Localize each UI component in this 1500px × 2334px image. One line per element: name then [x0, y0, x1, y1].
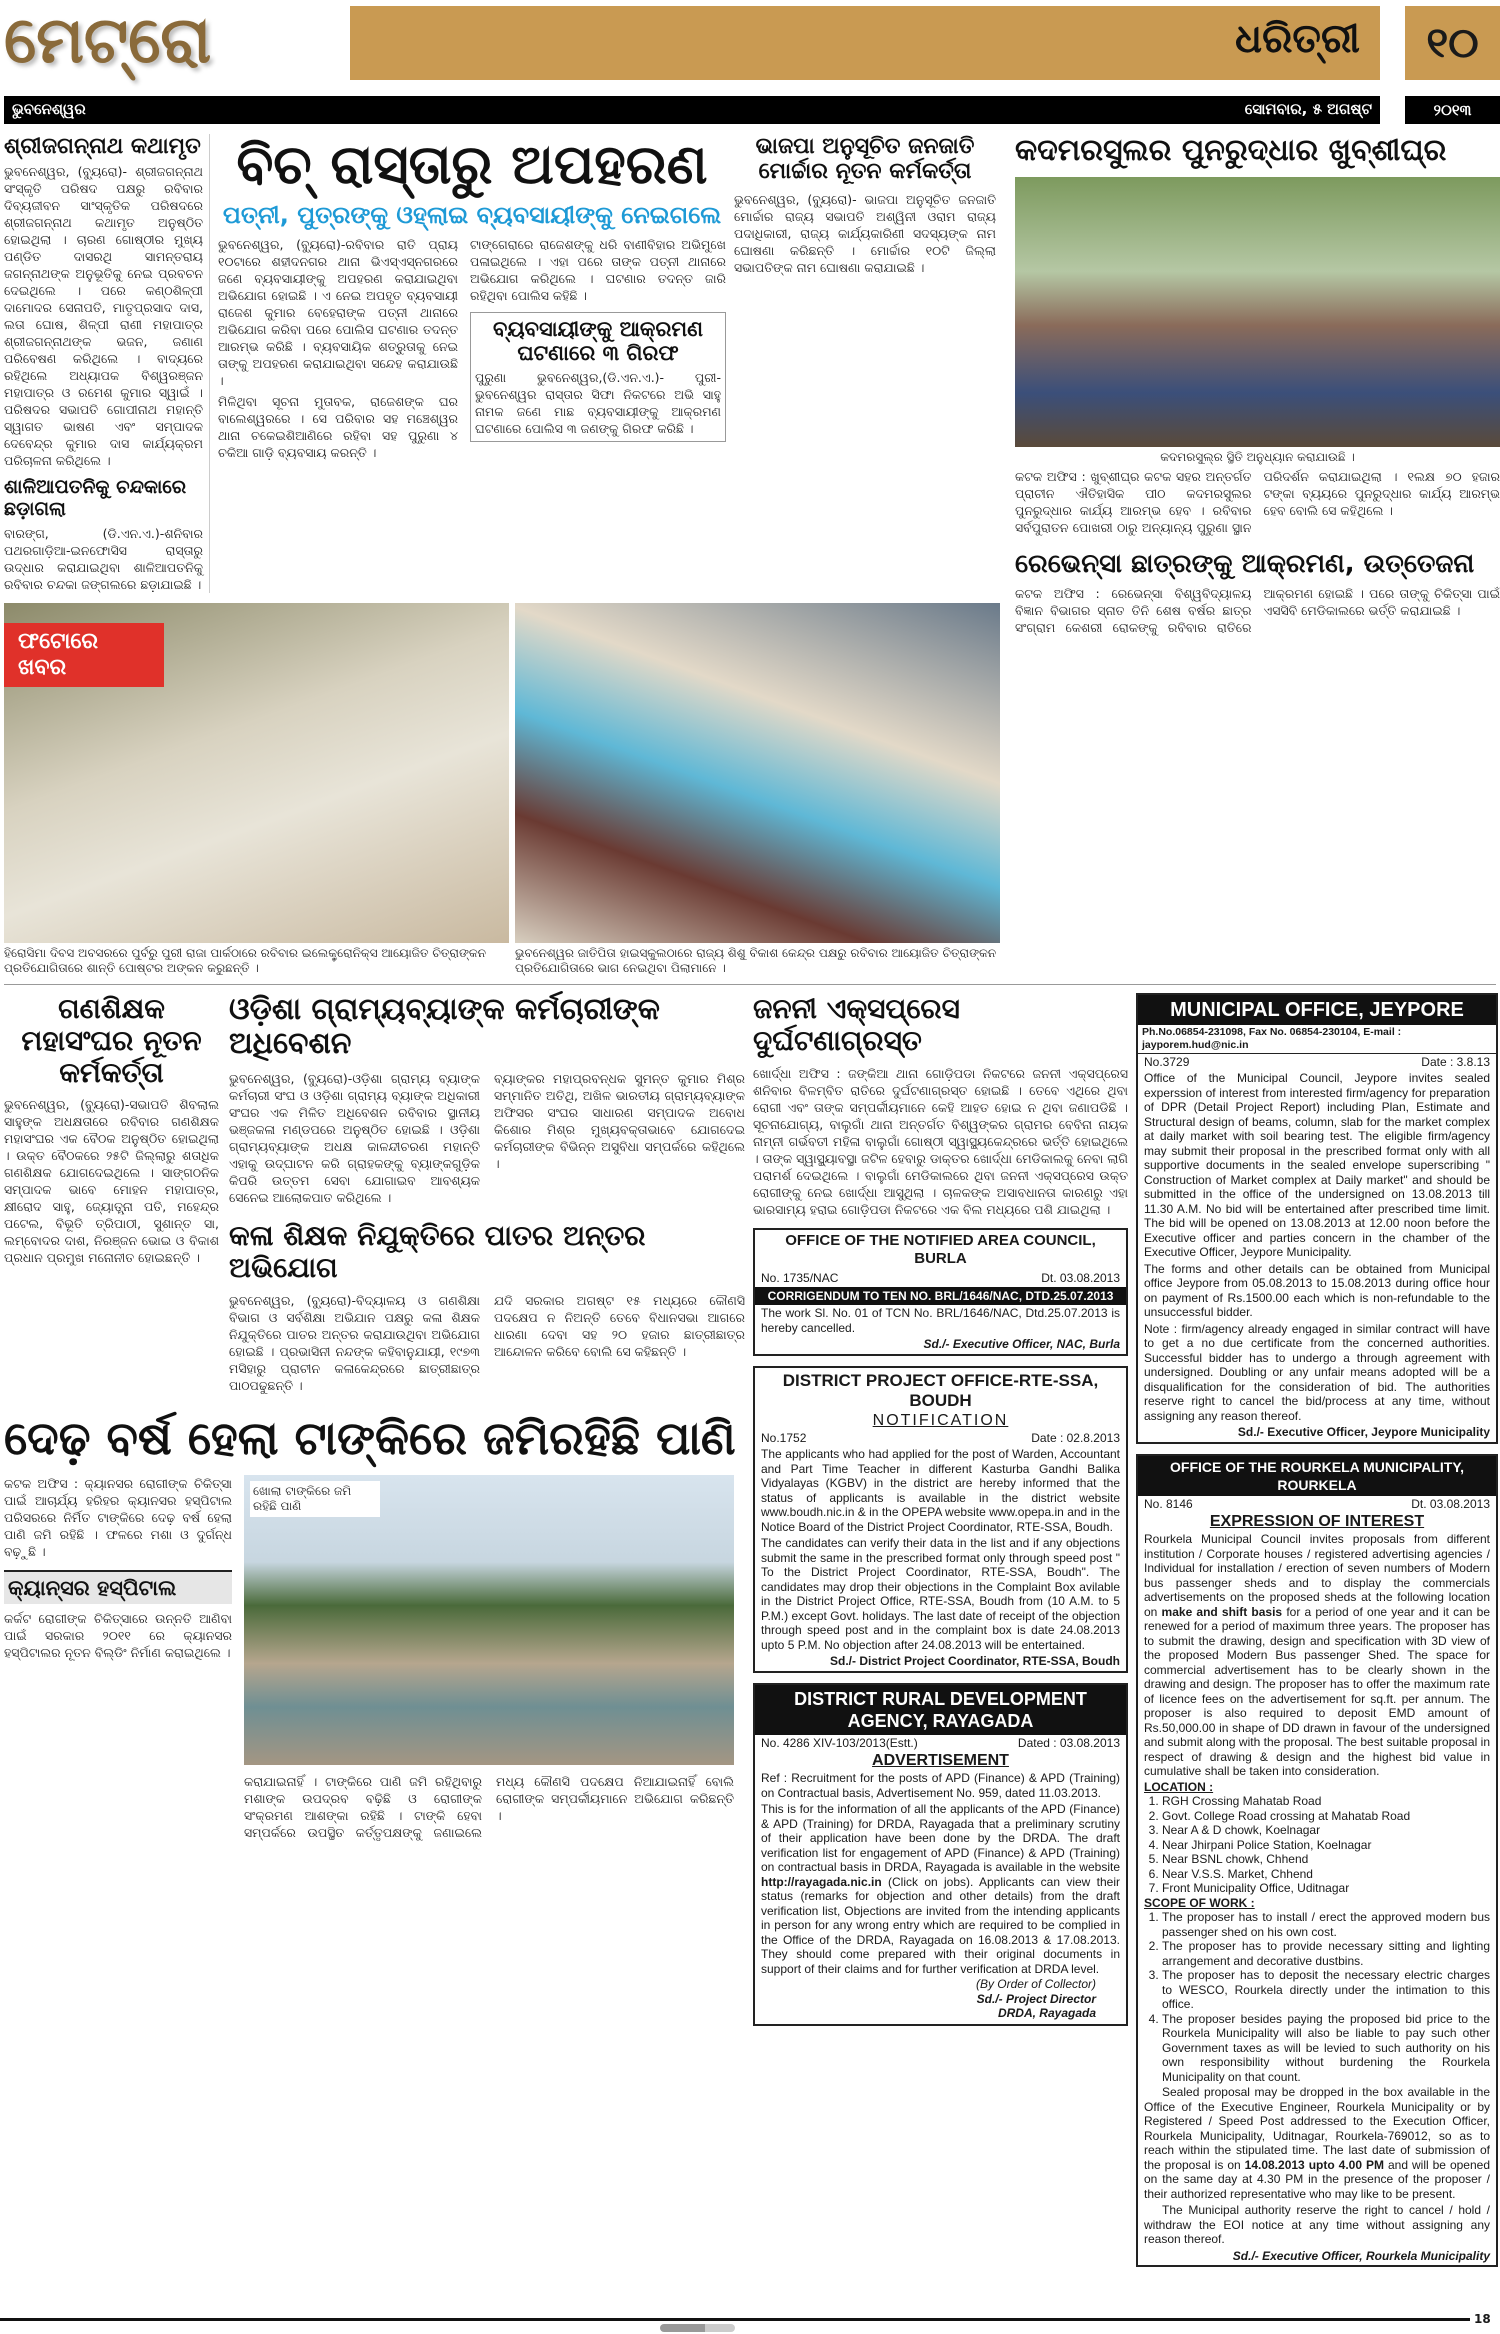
photo-caption: ଭୁବନେଶ୍ୱର ଜାତିପିତା ହାଇସ୍କୁଲଠାରେ ରାଜ୍ୟ ଶିଶୁ ବିକାଶ କେନ୍ଦ୍ର ପକ୍ଷରୁ ରବିବାର ଆୟୋଜିତ ଚିତ୍ରାଙ୍କନ ପ୍ରତିଯୋଗିତାରେ ଭାଗ ନେଇଥିବା ପିଲାମାନେ ।	[515, 945, 997, 975]
ad-subtitle: ADVERTISEMENT	[872, 1752, 1009, 1770]
ad-title: DISTRICT PROJECT OFFICE-RTE-SSA, BOUDH	[782, 1370, 1099, 1410]
article-bjp	[734, 134, 996, 593]
headline: ଶ୍ରୀଜଗନ୍ନାଥ କଥାମୃତ	[4, 134, 201, 159]
headline: କଳା ଶିକ୍ଷକ ନିଯୁକ୍ତିରେ ପାତର ଅନ୍ତର ଅଭିଯୋଗ	[229, 1218, 646, 1285]
ad-number: No. 8146	[1144, 1496, 1193, 1511]
ad-date: Dated : 03.08.2013	[1017, 1735, 1120, 1750]
scope-label: SCOPE OF WORK :	[1144, 1895, 1255, 1910]
photo-painting-children-left	[4, 603, 509, 943]
headline: ରେଭେନ୍ସା ଛାତ୍ରଙ୍କୁ ଆକ୍ରମଣ, ଉତ୍ତେଜନା	[1015, 548, 1475, 579]
ad-emphasis: make and shift basis	[1161, 1604, 1283, 1619]
year: ୨୦୧୩	[1405, 96, 1500, 124]
ad-body: The applicants who had applied for the post of Warden, Accountant and Part Time Teacher in different Kasturba Gandhi Balika Vidyalayas (KGBV) in the district are hereby informed that the status of applicants is available in the district website www.boudh.nic.in & in the OPEPA website www.opepa.in and in the Notice Board of the District Project Coordinator, RTE-SSA, Boudh.	[761, 1447, 1120, 1534]
location-item: 7. Front Municipality Office, Uditnagar	[1162, 1881, 1490, 1896]
lower-left	[0, 993, 745, 2268]
dateline-bar	[4, 96, 1380, 124]
date: ସୋମବାର, ୫ ଅଗଷ୍ଟ	[1244, 100, 1372, 118]
ad-body: The forms and other details can be obtained from Municipal office Jeypore from 05.08.2013 to 15.08.2013 during office hour on payment of Rs.1500.00 each which is non-refundable to the unsuccessful bidder.	[1144, 1261, 1490, 1320]
article-body: ଭୁବନେଶ୍ୱର, (ବ୍ୟୁରୋ)- ଶ୍ରୀଜଗନ୍ନାଥ ସଂସ୍କୃତି ପରିଷଦ ପକ୍ଷରୁ ରବିବାର ଦିବ୍ୟଜୀବନ ସାଂସ୍କୃତିକ ପରିଷଦରେ ଶ୍ରୀଜଗନ୍ନାଥ କଥାମୃତ ଅନୁଷ୍ଠିତ ହୋଇଥିଲା । ଚାରଣ ଗୋଷ୍ଠୀର ମୁଖ୍ୟ ପଣ୍ଡିତ ଦାସରଥି ସାମନ୍ତରାୟ ଜଗନ୍ନାଥଙ୍କ ଅନୁଭୂତିକୁ ନେଇ ପ୍ରବଚନ ଦେଇଥିଲେ । ପରେ କଣ୍ଠଶିଳ୍ପୀ ଦାମୋଦର ସେନାପତି, ମାତୃପ୍ରସାଦ ଦାସ, ଲତା ଘୋଷ, ଶିଳ୍ପୀ ରାଣୀ ମହାପାତ୍ର ଶ୍ରୀଜଗନ୍ନାଥଙ୍କ ଭଜନ, ଜଣାଣ ପରିବେଷଣ କରିଥିଲେ । ବାଦ୍ୟରେ ରହିଥିଲେ ଅଧ୍ୟାପକ ବିଶ୍ୱରଞ୍ଜନ ମହାପାତ୍ର ଓ ରମେଶ କୁମାର ସ୍ୱାଇଁ । ପରିଷଦର ସଭାପତି ଗୋପୀନାଥ ମହାନ୍ତି ସ୍ୱାଗତ ଭାଷଣ ଏବଂ ସମ୍ପାଦକ ଦେବେନ୍ଦ୍ର କୁମାର ଦାସ କାର୍ଯ୍ୟକ୍ରମ ପରିଚାଳନା କରିଥିଲେ ।	[4, 164, 203, 469]
article-body: ବାରଙ୍ଗ, (ଡି.ଏନ.ଏ.)-ଶନିବାର ପଥରଗାଡ଼ିଆ-ଇନଫୋସିସ ରାସ୍ତାରୁ ଉଦ୍ଧାର କରାଯାଇଥିବା ଶାଳିଆପତନିକୁ ରବିବାର ଚନ୍ଦକା ଜଙ୍ଗଲରେ ଛଡ଼ାଯାଇଛି ।	[4, 525, 203, 592]
ad-title: OFFICE OF THE NOTIFIED AREA COUNCIL, BURLA	[785, 1232, 1096, 1268]
photo-label: ଖୋଲା ଟାଙ୍କିରେ ଜମି ରହିଛି ପାଣି	[250, 1481, 380, 1517]
ad-body: The Municipal authority reserve the right to cancel / hold / withdraw the EOI notice at any time without assigning any reason thereof.	[1144, 2203, 1490, 2247]
ad-body: Note : firm/agency already engaged in similar contract will have to get a no due certificate from the concerned authorities. Successful bidder has to undergo a through agreement with undersigned. Doubling or any unfair means adopted will be a disqualification for the consideration of bid. The authorities reserve right to cancel the bid/process at any time, without assigning any reason thereof.	[1144, 1321, 1490, 1423]
ad-signature: DRDA, Rayagada	[997, 2006, 1096, 2021]
scope-item: 4. The proposer besides paying the proposed bid price to the Rourkela Municipality will also be liable to pay such other Government taxes as will be levied to such authority on his own responsibility without burdening the Rourkela Municipality on that count.	[1162, 2012, 1490, 2085]
article-body: ଖୋର୍ଦ୍ଧା ଅଫିସ : ଜଙ୍କିଆ ଥାନା ଗୋଡ଼ିପଡା ନିକଟରେ ଜନନୀ ଏକ୍ସପ୍ରେସ ଶନିବାର ବିଳମ୍ବିତ ରାତିରେ ଦୁର୍ଘଟଣାଗ୍ରସ୍ତ ହୋଇଛି । ତେବେ ଏଥିରେ ଥିବା ରୋଗୀ ଏବଂ ତାଙ୍କ ସମ୍ପର୍କୀୟମାନେ କେହି ଆହତ ହୋଇ ନ ଥିବା ଜଣାପଡିଛି । ସୂଚନାଯୋଗ୍ୟ, ବାଲୁଗାଁ ଥାନା ଅନ୍ତର୍ଗତ ବିଶ୍ୱଙ୍କର ଗ୍ରାମର ବେବିନା ନାୟକ ନାମ୍ନୀ ଗର୍ଭବତୀ ମହିଳା ବାଲୁଗାଁ ଗୋଷ୍ଠୀ ସ୍ୱାସ୍ଥ୍ୟକେନ୍ଦ୍ରରେ ଭର୍ତ୍ତି ହୋଇଥିଲେ । ତାଙ୍କ ସ୍ୱାସ୍ଥ୍ୟାବସ୍ଥା ଜଟିଳ ହେବାରୁ ଡାକ୍ତର ଖୋର୍ଦ୍ଧା ମେଡିକାଲକୁ ନେବା ଲାଗି ପରାମର୍ଶ ଦେଇଥିଲେ । ବାଲୁଗାଁ ମେଡିକାଲରେ ଥିବା ଜନନୀ ଏକ୍ସପ୍ରେସ ଉକ୍ତ ରୋଗୀଙ୍କୁ ନେଇ ଖୋର୍ଦ୍ଧା ଆସୁଥିଲା । ଚାଳକଙ୍କ ଅସାବଧାନତା କାରଣରୁ ଏହା ଭାରସାମ୍ୟ ହରାଇ ଗୋଡ଼ିପଡା ନିକଟରେ ଏକ ବିଲ ମଧ୍ୟରେ ପଶି ଯାଇଥିଲା ।	[753, 1066, 1128, 1218]
page-content	[0, 134, 1500, 2267]
article-body: ଭୁବନେଶ୍ୱର, (ବ୍ୟୁରୋ)- ଭାଜପା ଅନୁସୂଚିତ ଜନଜାତି ମୋର୍ଚ୍ଚାର ରାଜ୍ୟ ସଭାପତି ଅଶ୍ୱିନୀ ଓରାମ ରାଜ୍ୟ ପଦାଧିକାରୀ, ରାଜ୍ୟ କାର୍ଯ୍ୟକାରିଣୀ ସଦସ୍ୟଙ୍କ ନାମ ଘୋଷଣା କରିଛନ୍ତି । ମୋର୍ଚ୍ଚାର ୧୦ଟି ଜିଲ୍ଲା ସଭାପତିଙ୍କ ନାମ ଘୋଷଣା କରାଯାଇଛି ।	[734, 191, 996, 275]
ad-title: DISTRICT RURAL DEVELOPMENT AGENCY, RAYAGADA	[755, 1685, 1126, 1735]
ad-number: No. 4286 XIV-103/2013(Estt.)	[761, 1735, 918, 1750]
page-indicator	[660, 2324, 735, 2332]
kadamrasul-photo	[1015, 177, 1500, 447]
location-item: 1. RGH Crossing Mahatab Road	[1162, 1794, 1490, 1809]
ad-title: MUNICIPAL OFFICE, JEYPORE	[1138, 995, 1496, 1025]
photo-news-left	[4, 603, 509, 976]
article-attack	[470, 312, 726, 442]
lower-middle	[753, 993, 1128, 2268]
article-body: ମିଳିଥିବା ସୂଚନା ମୁତାବକ, ରାଜେଶଙ୍କ ଘର ବାଲେଶ୍ୱରରେ । ସେ ପରିବାର ସହ ମଞ୍ଚେଶ୍ୱର ଥାନା ଚକେଇଶିଆଣିରେ ରହିବା ସହ ପୁରୁଣା ୪ ଚକିଆ ଗାଡ଼ି ବ୍ୟବସାୟ କରନ୍ତି ।	[218, 393, 458, 460]
headline: ଭାଜପା ଅନୁସୂଚିତ ଜନଜାତି ମୋର୍ଚ୍ଚାର ନୂତନ କର୍ମକର୍ତ୍ତା	[755, 134, 975, 185]
article-body: ବ୍ୟାଙ୍କର ମହାପ୍ରବନ୍ଧକ ସୁମନ୍ତ କୁମାର ମିଶ୍ର ସମ୍ମାନିତ ଅତିଥି, ଅଖିଳ ଭାରତୀୟ ଗ୍ରାମ୍ୟବ୍ୟାଙ୍କ ଅଫିସର ସଂଘର ସାଧାରଣ ସମ୍ପାଦକ ଅବୋଧ କିଶୋର ମିଶ୍ର ମୁଖ୍ୟବକ୍ତାଭାବେ ଯୋଗଦେଇ କର୍ମଚାରୀଙ୍କ ବିଭିନ୍ନ ଅସୁବିଧା ସମ୍ପର୍କରେ କହିଥିଲେ ।	[494, 1070, 745, 1171]
headline: ବ୍ୟବସାୟୀଙ୍କୁ ଆକ୍ରମଣ ଘଟଣାରେ ୩ ଗିରଫ	[493, 316, 703, 365]
ad-rourkela	[1136, 1454, 1498, 2268]
ad-date: Dt. 03.08.2013	[1041, 1271, 1120, 1286]
city: ଭୁବନେଶ୍ୱର	[12, 100, 86, 118]
article-body: କଟକ ଅଫିସ : ଖୁବ୍‌ଶୀଘ୍ର କଟକ ସହର ଅନ୍ତର୍ଗତ ପ୍ରାଚୀନ ଐତିହାସିକ ପୀଠ କଦମରସୁଲର ପୁନରୁଦ୍ଧାର କାର୍ଯ୍ୟ ଆରମ୍ଭ ହେବ । ରବିବାର ସର୍ବପୁରାତନ ପୋଖରୀ ଠାରୁ ଅନ୍ୟାନ୍ୟ ପୁରୁଣା ସ୍ଥାନ ପରିଦର୍ଶନ କରାଯାଇଥିଲା । ୧ଲକ୍ଷ ୭୦ ହଜାର ଟଙ୍କା ବ୍ୟୟରେ ପୁନରୁଦ୍ଧାର କାର୍ଯ୍ୟ ଆରମ୍ଭ ହେବ ବୋଲି ସେ କହିଥିଲେ ।	[1015, 468, 1500, 535]
section-name: ଧରିତ୍ରୀ	[1235, 16, 1360, 62]
row-3	[4, 993, 745, 1394]
article-gramyabank	[229, 993, 745, 1394]
article-body: ପୁରୁଣା ଭୁବନେଶ୍ୱର,(ଡି.ଏନ.ଏ.)- ପୁରୀ-ଭୁବନେଶ୍ୱର ରାସ୍ତାର ସିଫା ନିକଟରେ ଅଭି ସାହୁ ନାମକ ଜଣେ ମାଛ ବ୍ୟବସାୟୀଙ୍କୁ ଆକ୍ରମଣ ଘଟଣାରେ ପୋଲିସ ୩ ଜଣଙ୍କୁ ଗିରଫ କରିଛି ।	[475, 369, 721, 436]
ad-subtitle: EXPRESSION OF INTEREST	[1209, 1513, 1425, 1531]
headline: ଶାଳିଆପତନିକୁ ଚନ୍ଦକାରେ ଛଡ଼ାଗଲା	[4, 476, 187, 521]
article-body: ଭୁବନେଶ୍ୱର, (ବ୍ୟୁରୋ)-ସଭାପତି ଶିବଲାଲ ସାହୁଙ୍କ ଅଧକ୍ଷତାରେ ରବିବାର ଗଣଶିକ୍ଷକ ମହାସଂଘର ଏକ ବୈଠକ ଅନୁଷ୍ଠିତ ହୋଇଥିଲା । ଉକ୍ତ ବୈଠକରେ ୨୫ଟି ଜିଲ୍ଲାରୁ ଶତାଧିକ ଗଣଶିକ୍ଷକ ଯୋଗଦେଇଥିଲେ । ସାଙ୍ଗଠନିକ ସମ୍ପାଦକ ଭାବେ ମୋହନ ମହାପାତ୍ର, କ୍ଷୀରୋଦ ସାହୁ, ଜ୍ୟୋତ୍ସ୍ନା ପତି, ମହେନ୍ଦ୍ର ପଟେଲ, ବିଭୂତି ତ୍ରିପାଠୀ, ସୁଶାନ୍ତ ସା, ଲମ୍ବୋଦର ଦାଶ, ନିରଞ୍ଜନ ଭୋଇ ଓ ବିକାଶ ପ୍ରଧାନ ପ୍ରମୁଖ ମନୋନୀତ ହୋଇଛନ୍ତି ।	[4, 1096, 219, 1265]
ad-order: (By Order of Collector)	[975, 1977, 1096, 1992]
article-body: ଭୁବନେଶ୍ୱର, (ବ୍ୟୁରୋ)-ବିଦ୍ୟାଳୟ ଓ ଗଣଶିକ୍ଷା ବିଭାଗ ଓ ସର୍ବଶିକ୍ଷା ଅଭିଯାନ ପକ୍ଷରୁ କଳା ଶିକ୍ଷକ ନିଯୁକ୍ତିରେ ପାତର ଅନ୍ତର କରାଯାଉଥିବା ଅଭିଯୋଗ ହୋଇଛି । ପ୍ରଭାସିନୀ ନନ୍ଦଙ୍କ କହିବାନୁଯାୟୀ, ୧୯୭୩ ମସିହାରୁ ପ୍ରାଚୀନ କଳାକେନ୍ଦ୍ରରେ ଛାତ୍ରୀଛାତ୍ର ପାଠପଢୁଛନ୍ତି ।	[229, 1293, 480, 1394]
ad-body: The work Sl. No. 01 of TCN No. BRL/1646/NAC, Dtd.25.07.2013 is hereby cancelled.	[761, 1306, 1120, 1335]
article-body: କରାଯାଇନାହିଁ । ଟାଙ୍କିରେ ପାଣି ଜମି ରହିଥିବାରୁ ମଶାଙ୍କ ଉପଦ୍ରବ ବଢ଼ିଛି ଓ ରୋଗୀଙ୍କ ସଂକ୍ରମଣ ଆଶଙ୍କା ରହିଛି । ଟାଙ୍କି ହେବା ସମ୍ପର୍କରେ ଉପସ୍ଥିତ କର୍ତ୍ତୃପକ୍ଷଙ୍କୁ ଜଣାଇଲେ ମଧ୍ୟ କୌଣସି ପଦକ୍ଷେପ ନିଆଯାଇନାହିଁ ବୋଲି ରୋଗୀଙ୍କ ସମ୍ପର୍କୀୟମାନେ ଅଭିଯୋଗ କରିଛନ୍ତି ।	[244, 1774, 734, 1841]
headline: ଦେଢ଼ ବର୍ଷ ହେଲା ଟାଙ୍କିରେ ଜମିରହିଛି ପାଣି	[4, 1411, 736, 1466]
ad-date: Date : 3.8.13	[1421, 1054, 1490, 1069]
scope-item: 3. The proposer has to deposit the necessary electric charges to WESCO, Rourkela directly under the intimation to this office.	[1162, 1968, 1490, 2012]
ad-drda	[753, 1683, 1128, 2026]
ad-body: This is for the information of all the applicants of the APD (Finance) & APD (Training) for DRDA, Rayagada that a preliminary scrutiny of their application have been done by the DRDA. The draft verification list for engagement of APD (Finance) & APD (Training) on contractual basis in DRDA, Rayagada is available in the website	[761, 1802, 1120, 1875]
ad-number: No.1752	[761, 1430, 807, 1445]
ad-contact: Ph.No.06854-231098, Fax No. 06854-230104, E-mail : jayporem.hud@nic.in	[1138, 1025, 1496, 1054]
ad-number: No.3729	[1144, 1054, 1190, 1069]
location-label: LOCATION :	[1144, 1779, 1214, 1794]
scope-list	[1138, 1910, 1496, 2084]
lower-section	[0, 993, 1500, 2268]
photo-caption: କଦମରସୁଲ୍‌ର ସ୍ଥିତି ଅନୁଧ୍ୟାନ କରାଯାଉଛି ।	[1160, 449, 1355, 464]
photo-caption: ହିରୋସିମା ଦିବସ ଅବସରରେ ପୁର୍ବରୁ ପୁରୀ ରାଜା ପାର୍କଠାରେ ରବିବାର ଇଲେକ୍ଟ୍ରୋନିକ୍ସ ଆୟୋଜିତ ଚିତ୍ରାଙ୍କନ ପ୍ରତିଯୋଗିତାରେ ଶାନ୍ତି ପୋଷ୍ଟର ଅଙ୍କନ କରୁଛନ୍ତି ।	[4, 945, 487, 975]
footer-marker: 18	[1474, 2312, 1491, 2326]
ad-body: for a period of one year and it can be renewed for a period of maximum three years. The proposer has to submit the drawing, design and specification with 3D view of the proposed Modern Bus passenger Shed. The space for commercial advertisement has to be clearly shown in the drawing and design. The proposer has to offer the maximum rate of licence fees on the advertisement for sq.ft. per annum. The proposer is also required to deposit EMD amount of Rs.50,000.00 in shape of DD drawn in favour of the undersigned and submit along with the proposal. The best suitable proposal in respect of drawing & design and the highest bid value in cumulative shall be taken into consideration.	[1144, 1604, 1491, 1779]
article-ganashikshak	[4, 993, 219, 1394]
ad-body: Rourkela Municipal Council invites proposals from different institution / Corporate houses / registered advertising agencies / Individual for installation / erection of seven numbers of Modern bus passenger sheds and to display the commercials advertisements on the proposed sheds at the following location on	[1144, 1532, 1490, 1619]
location-item: 5. Near BSNL chowk, Chhend	[1162, 1852, 1490, 1867]
ad-date: Date : 02.8.2013	[1031, 1430, 1120, 1445]
photo-news-label: ଫଟୋରେ ଖବର	[4, 623, 164, 687]
article-jagannath	[4, 134, 210, 593]
location-list	[1138, 1794, 1496, 1896]
headline: ଜନନୀ ଏକ୍ସପ୍ରେସ ଦୁର୍ଘଟଣାଗ୍ରସ୍ତ	[753, 991, 960, 1058]
subheadline: କ୍ୟାନ୍ସର ହସ୍ପିଟାଲ	[8, 1576, 177, 1601]
subheadline-box	[4, 1570, 232, 1604]
section-divider	[4, 984, 1496, 985]
section-banner	[350, 6, 1380, 80]
ad-signature: Sd./- District Project Coordinator, RTE-SSA, Boudh	[829, 1654, 1120, 1669]
upper-left	[0, 134, 1005, 976]
location-item: 4. Near Jhirpani Police Station, Koelnagar	[1162, 1838, 1490, 1853]
headline: କଦମରସୁଲର ପୁନରୁଦ୍ଧାର ଖୁବ୍‌ଶୀଘ୍ର	[1015, 133, 1447, 168]
ad-subtitle: CORRIGENDUM TO TEN NO. BRL/1646/NAC, DTD.25.07.2013	[755, 1287, 1126, 1306]
row-1	[0, 134, 1005, 593]
article-body: କଟକ ଅଫିସ : ରେଭେନ୍ସା ବିଶ୍ୱବିଦ୍ୟାଳୟ ବିଜ୍ଞାନ ବିଭାଗର ସ୍ନାତ ତିନି ଶେଷ ବର୍ଷର ଛାତ୍ର ସଂଗ୍ରାମ କେଶରୀ ରୋକଙ୍କୁ ରବିବାର ରାତିରେ ଆକ୍ରମଣ ହୋଇଛି । ପରେ ତାଙ୍କୁ ଚିକିତ୍ସା ପାଇଁ ଏସସିବି ମେଡିକାଲରେ ଭର୍ତ୍ତି କରାଯାଇଛି ।	[1015, 586, 1500, 636]
ad-number: No. 1735/NAC	[761, 1271, 839, 1286]
ad-body: (Click on jobs). Applicants can view their status (remarks for objection and other details) from the draft verification list, Objections are invited from the intending applicants in person for any wrong entry which are required to be complied in the Office of the DRDA, Rayagada on 16.08.2013 & 17.08.2013. They should come prepared with their original documents in support of their claims and for further verification at DRDA level.	[761, 1874, 1120, 1976]
ad-body: Office of the Municipal Council, Jeypore invites sealed experssion of interest from interested firm/agency for preparation of DPR (Detail Project Report) including Plan, Estimate and Structural design of beams, column, slab for the market complex at daily market with soil bearing test. The eligible firm/agency may submit their proposal in the prescribed format only with all supportive documents in the sealed envelope superscribing " Construction of Market complex at Daily market" and should be submitted in the office of the undersigned on 13.08.2013 till 11.30 A.M. No bid will be entertained after prescribed time limit. The bid will be opened on 13.08.2013 at 12.00 noon before the Executive officer and parties concern in the chamber of the Executive Officer, Jeypore Municipality.	[1144, 1071, 1490, 1260]
footer-rule	[0, 2318, 1470, 2321]
water-tank-photo	[244, 1475, 734, 1765]
article-janani	[753, 993, 1128, 1218]
photo-news-right	[515, 603, 1000, 976]
ad-subtitle: NOTIFICATION	[872, 1411, 1009, 1429]
article-body: ଭୁବନେଶ୍ୱର, (ବ୍ୟୁରୋ)-ରବିବାର ରାତି ପ୍ରାୟ ୧୦ଟାରେ ଶହୀଦନଗର ଥାନା ଭିଏସ୍‌ଏସ୍‌ନଗରରେ ଜଣେ ବ୍ୟବସାୟୀଙ୍କୁ ଅପହରଣ କରାଯାଇଥିବା ଅଭିଯୋଗ ହୋଇଛି । ଏ ନେଇ ଅପହୃତ ବ୍ୟବସାୟୀ ରାଜେଶ କୁମାର ବେହେରାଙ୍କ ପତ୍ନୀ ଥାନାରେ ଅଭିଯୋଗ କରିବା ପରେ ପୋଲିସ ଘଟଣାର ତଦନ୍ତ ଆରମ୍ଭ କରିଛି । ବ୍ୟବସାୟିକ ଶତ୍ରୁତାକୁ ନେଇ ତାଙ୍କୁ ଅପହରଣ କରାଯାଇଥିବା ସନ୍ଦେହ କରାଯାଉଛି ।	[218, 236, 458, 388]
ad-burla	[753, 1228, 1128, 1356]
scope-item: 1. The proposer has to install / erect the approved modern bus passenger shed on his own cost.	[1162, 1910, 1490, 1939]
ad-boudh	[753, 1366, 1128, 1673]
headline: ଓଡ଼ିଶା ଗ୍ରାମ୍ୟବ୍ୟାଙ୍କ କର୍ମଚାରୀଙ୍କ ଅଧିବେଶନ	[229, 991, 660, 1062]
ad-date: Dt. 03.08.2013	[1411, 1496, 1490, 1511]
article-body: ଯଦି ସରକାର ଅଗଷ୍ଟ ୧୫ ମଧ୍ୟରେ କୌଣସି ପଦକ୍ଷେପ ନ ନିଅନ୍ତି ତେବେ ବିଧାନସଭା ଆଗରେ ଧାରଣା ଦେବା ସହ ୨୦ ହଜାର ଛାତ୍ରୀଛାତ୍ର ଆନ୍ଦୋଳନ କରିବେ ବୋଲି ସେ କହିଛନ୍ତି ।	[494, 1293, 745, 1360]
article-body: ଟାଙ୍ଗେରାରେ ରାଜେଶଙ୍କୁ ଧରି ବାଣୀବିହାର ଅଭିମୁଖେ ପଳାଇଥିଲେ । ଏହା ପରେ ତାଙ୍କ ପତ୍ନୀ ଥାନାରେ ଅଭିଯୋଗ କରିଥିଲେ । ଘଟଣାର ତଦନ୍ତ ଜାରି ରହିଥିବା ପୋଲିସ କହିଛି ।	[470, 236, 726, 303]
ad-signature: Sd./- Executive Officer, NAC, Burla	[923, 1337, 1120, 1352]
location-item: 3. Near A & D chowk, Koelnagar	[1162, 1823, 1490, 1838]
article-kidnap	[218, 134, 726, 593]
photo-news-row	[4, 603, 1005, 976]
ad-body: The candidates can verify their data in the list and if any objections submit the same in the prescribed format only through speed post " To the District Project Coordinator, RTE-SSA, Boudh". The candidates may drop their objections in the Complaint Box avilable in the District Project Office, RTE-SSA, Boudh from (10 A.M. to 5 P.M.) except Govt. holidays. The last date of receipt of the objection through speed post and in the complaint box is date 24.08.2013 upto 5 P.M. No objection after 24.08.2013 will be entertained.	[761, 1536, 1120, 1652]
ad-deadline: 14.08.2013 upto 4.00 PM	[1244, 2157, 1384, 2172]
ad-body: and will be opened on the same day at 4.30 PM in the presence of the proposer / their authorized representative who may like to be present.	[1144, 2157, 1490, 2201]
ad-website-link[interactable]: http://rayagada.nic.in	[761, 1874, 882, 1889]
article-body: କର୍କଟ ରୋଗୀଙ୍କ ଚିକିତ୍ସାରେ ଉନ୍ନତି ଆଣିବା ପାଇଁ ସରକାର ୨୦୧୧ ରେ କ୍ୟାନସର ହସ୍ପିଟାଲର ନୂତନ ବିଲ୍ଡିଂ ନିର୍ମାଣ କରାଇଥିଲେ ।	[4, 1611, 232, 1661]
photo-painting-children-right	[515, 603, 1000, 943]
ad-ref: Ref : Recruitment for the posts of APD (Finance) & APD (Training) on Contractual basis, Advertisement No. 959, dated 11.03.2013.	[761, 1771, 1120, 1800]
ad-jeypore	[1136, 993, 1498, 1444]
ad-signature: Sd./- Executive Officer, Jeypore Municipality	[1237, 1425, 1490, 1440]
lower-right	[1136, 993, 1498, 2268]
page-number: ୧୦	[1405, 6, 1500, 80]
article-body: ଭୁବନେଶ୍ୱର, (ବ୍ୟୁରୋ)-ଓଡ଼ିଶା ଗ୍ରାମ୍ୟ ବ୍ୟାଙ୍କ କର୍ମଚାରୀ ସଂଘ ଓ ଓଡ଼ିଶା ଗ୍ରାମ୍ୟ ବ୍ୟାଙ୍କ ଅଧିକାରୀ ସଂଘର ଏକ ମିଳିତ ଅଧିବେଶନ ରବିବାର ସ୍ଥାନୀୟ ଭଞ୍ଜକଳା ମଣ୍ଡପରେ ଅନୁଷ୍ଠିତ ହୋଇଛି । ଓଡ଼ିଶା ଗ୍ରାମ୍ୟବ୍ୟାଙ୍କ ଅଧକ୍ଷ କାଳନ୍ଦୀଚରଣ ମହାନ୍ତି ଏହାକୁ ଉଦ୍‌ଘାଟନ କରି ଗ୍ରାହକଙ୍କୁ ବ୍ୟାଙ୍କଗୁଡ଼ିକ କିପରି ଉତ୍ତମ ସେବା ଯୋଗାଇବ ଆବଶ୍ୟକ ସେନେଇ ଆଲୋକପାତ କରିଥିଲେ ।	[229, 1070, 480, 1205]
upper-section	[0, 134, 1500, 976]
subheadline: ପତ୍ନୀ, ପୁତ୍ରଙ୍କୁ ଓହ୍ଲାଇ ବ୍ୟବସାୟୀଙ୍କୁ ନେଇଗଲେ	[222, 201, 722, 230]
scope-item: 2. The proposer has to provide necessary sitting and lighting arrangement and decorative dustbins.	[1162, 1939, 1490, 1968]
ad-signature: Sd./- Project Director	[976, 1991, 1096, 2006]
ad-title: OFFICE OF THE ROURKELA MUNICIPALITY, ROURKELA	[1138, 1456, 1496, 1496]
ad-signature: Sd./- Executive Officer, Rourkela Municipality	[1232, 2248, 1490, 2263]
article-tank-left	[4, 1475, 232, 1841]
location-item: 2. Govt. College Road crossing at Mahatab Road	[1162, 1809, 1490, 1824]
article-tank-right	[244, 1475, 734, 1841]
article-kadamrasul	[1015, 134, 1500, 976]
headline: ଗଣଶିକ୍ଷକ ମହାସଂଘର ନୂତନ କର୍ମକର୍ତ୍ତା	[21, 991, 202, 1090]
newspaper-logo: ମେଟ୍ରୋ	[4, 3, 212, 78]
article-body: କଟକ ଅଫିସ : କ୍ୟାନସର ରୋଗୀଙ୍କ ଚିକିତ୍ସା ପାଇଁ ଆଚାର୍ଯ୍ୟ ହରିହର କ୍ୟାନସର ହସ୍ପିଟାଲ ପରିସରରେ ନିର୍ମିତ ଟାଙ୍କିରେ ଦେଢ଼ ବର୍ଷ ହେଲା ପାଣି ଜମି ରହିଛି । ଫଳରେ ମଶା ଓ ଦୁର୍ଗନ୍ଧ ବଢ଼ୁଛି ।	[4, 1476, 232, 1560]
ad-body: Sealed proposal may be dropped in the box available in the Office of the Executive Engineer, Rourkela Municipality or by Registered / Speed Post addressed to the Execution Officer, Rourkela Municipality, Uditnagar, Rourkela-769012, so as to reach within the stipulated time. The last date of submission of the proposal is on	[1144, 2085, 1490, 2172]
headline: ବିଚ୍ ରାସ୍ତାରୁ ଅପହରଣ	[236, 133, 708, 196]
row-4	[4, 1475, 745, 1841]
location-item: 6. Near V.S.S. Market, Chhend	[1162, 1867, 1490, 1882]
